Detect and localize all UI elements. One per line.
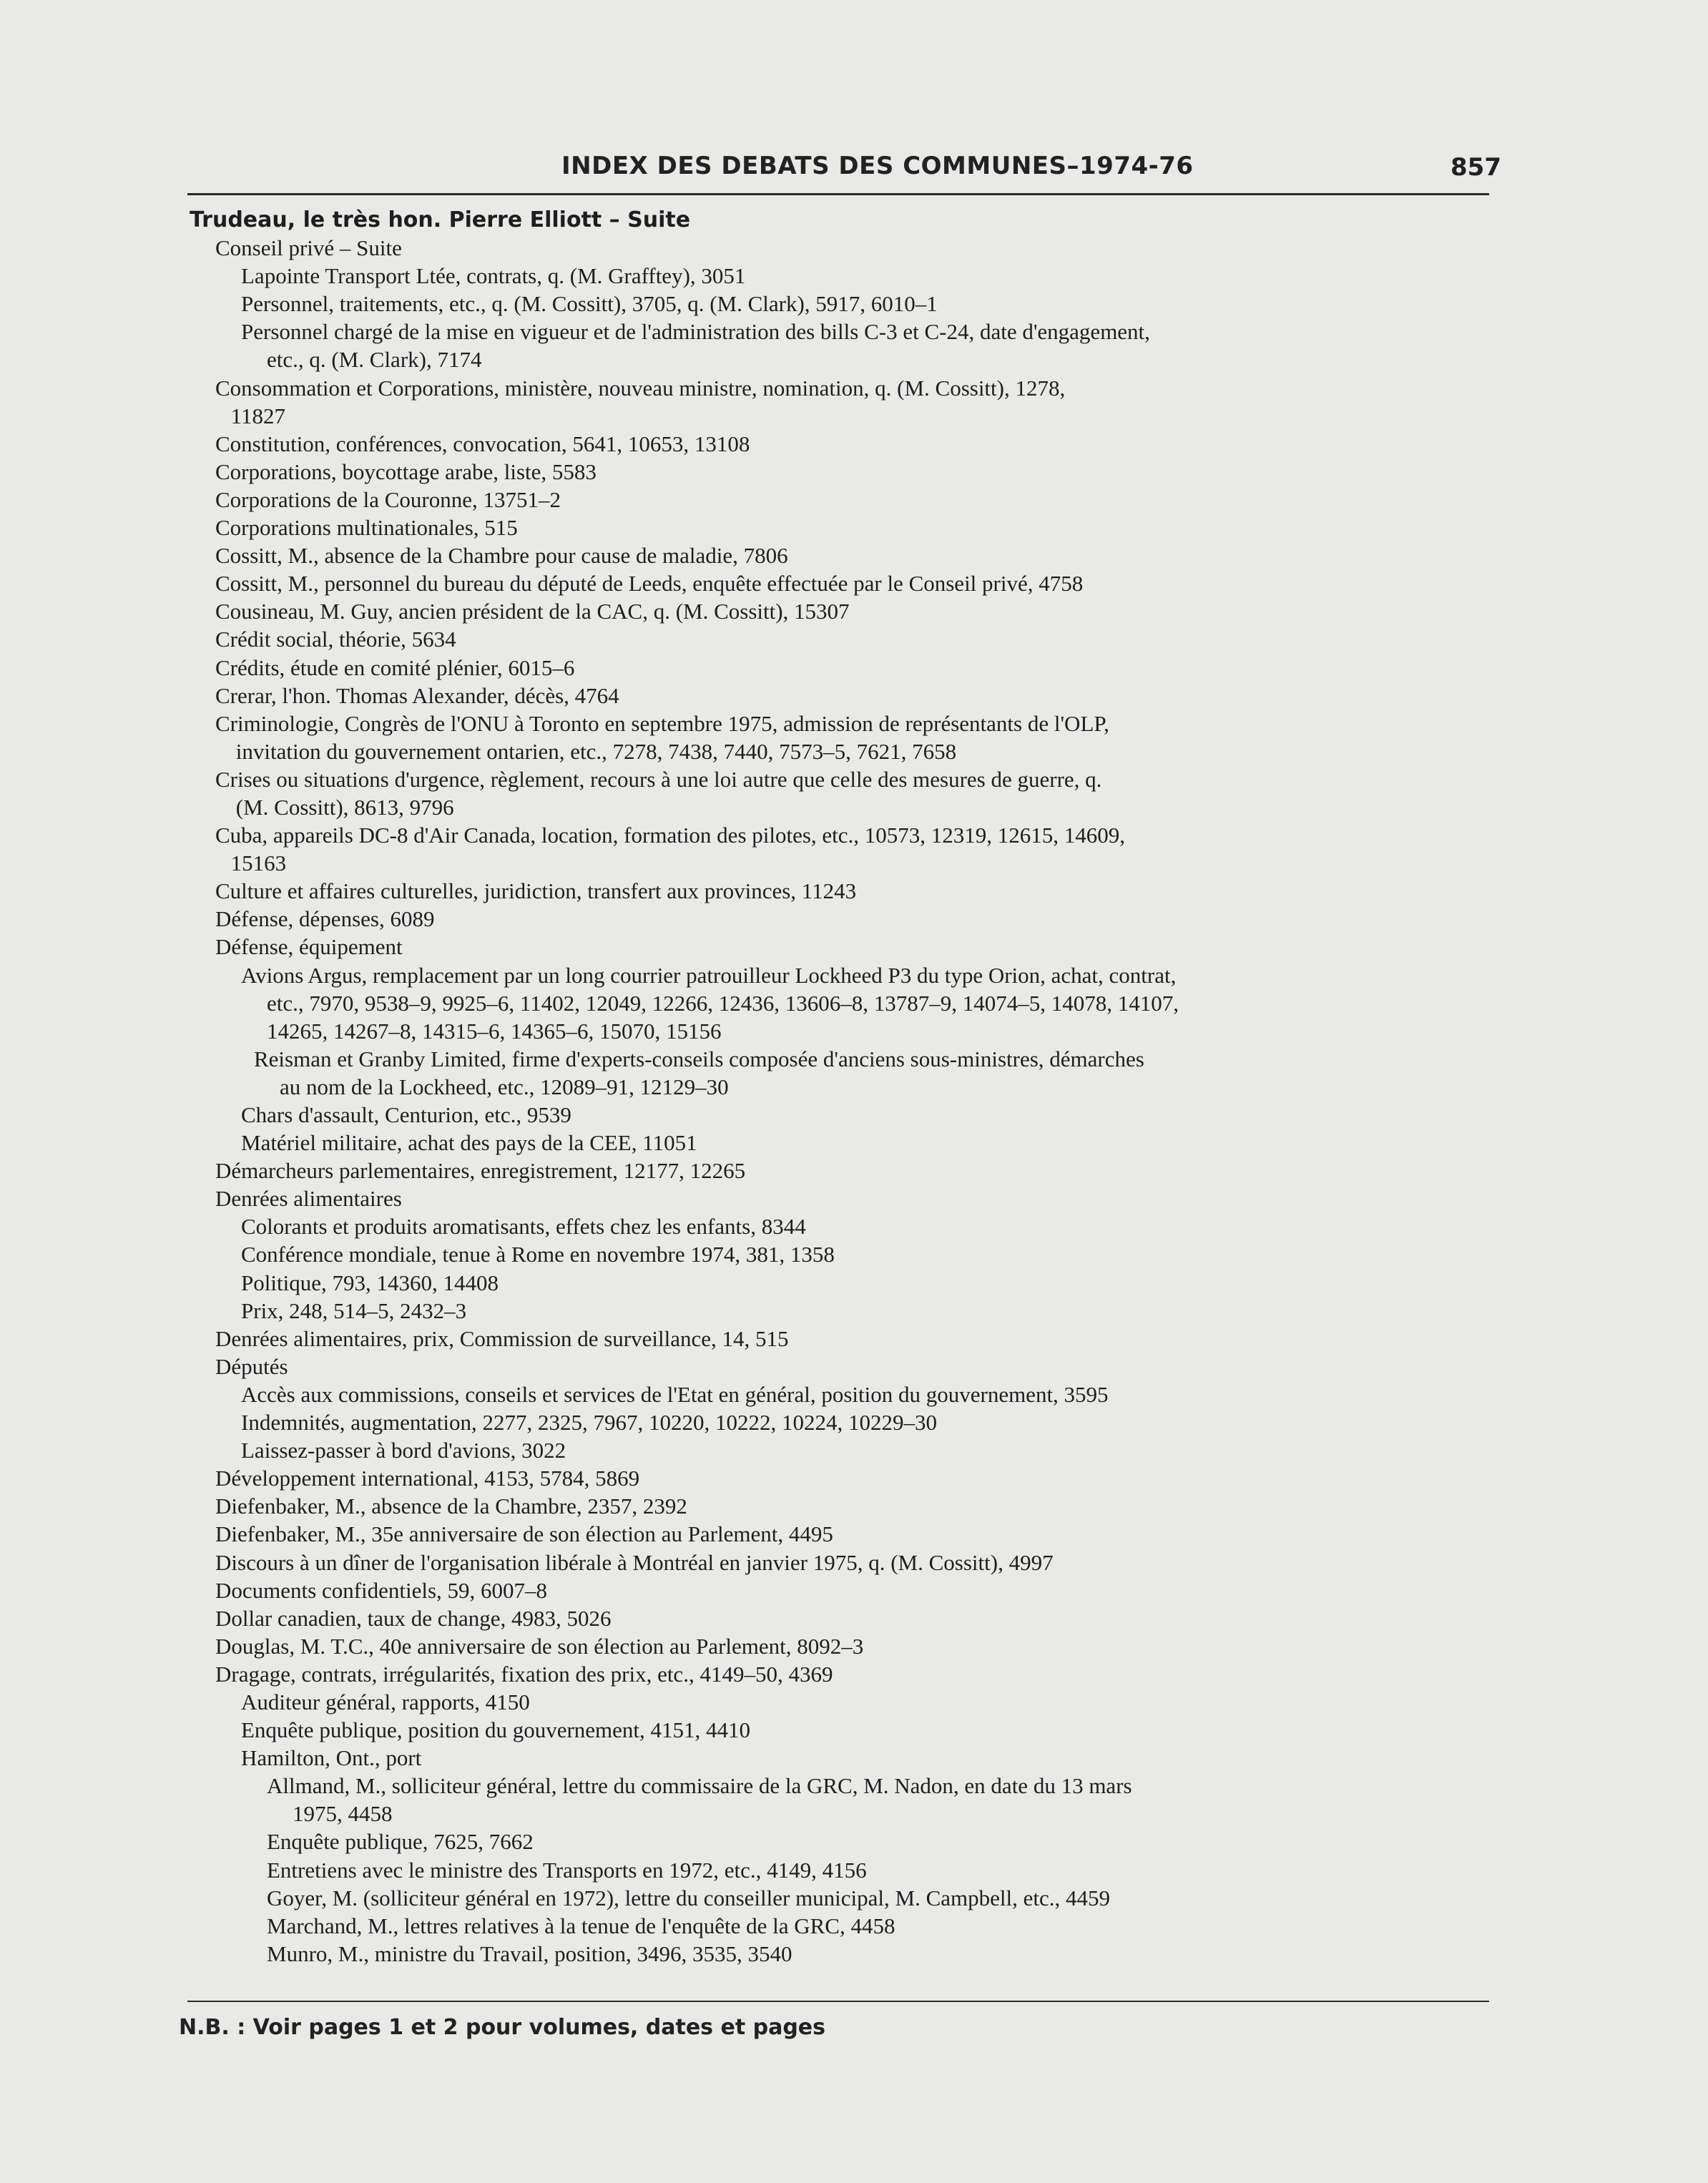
index-entry: Personnel chargé de la mise en vigueur et de l'administration des bills C-3 et C-24, date d'engagement,: [241, 319, 1150, 345]
index-entry: (M. Cossitt), 8613, 9796: [235, 794, 454, 820]
index-entry: Lapointe Transport Ltée, contrats, q. (M. Grafftey), 3051: [241, 263, 746, 289]
index-entry: Corporations multinationales, 515: [215, 515, 518, 541]
index-entry: Diefenbaker, M., absence de la Chambre, 2357, 2392: [215, 1493, 687, 1519]
index-entry: Dragage, contrats, irrégularités, fixation des prix, etc., 4149–50, 4369: [215, 1661, 833, 1687]
index-entry: Consommation et Corporations, ministère, nouveau ministre, nomination, q. (M. Cossitt), 1278,: [215, 375, 1066, 401]
index-entry: Culture et affaires culturelles, juridiction, transfert aux provinces, 11243: [215, 878, 857, 904]
index-entry: Matériel militaire, achat des pays de la CEE, 11051: [241, 1130, 697, 1156]
index-entry: Démarcheurs parlementaires, enregistrement, 12177, 12265: [215, 1158, 746, 1184]
index-entry: Reisman et Granby Limited, firme d'experts-conseils composée d'anciens sous-ministres, démarches: [254, 1046, 1144, 1071]
index-entry: Colorants et produits aromatisants, effets chez les enfants, 8344: [241, 1214, 806, 1240]
index-entry: Hamilton, Ont., port: [241, 1745, 422, 1771]
index-entry: Crédit social, théorie, 5634: [215, 627, 456, 652]
index-entry: Conférence mondiale, tenue à Rome en novembre 1974, 381, 1358: [241, 1242, 835, 1267]
index-entry: Crises ou situations d'urgence, règlement, recours à une loi autre que celle des mesures de guerre, q.: [215, 766, 1102, 792]
index-entry: Allmand, M., solliciteur général, lettre du commissaire de la GRC, M. Nadon, en date du 13 mars: [267, 1773, 1132, 1799]
index-entry: Chars d'assault, Centurion, etc., 9539: [241, 1102, 571, 1127]
index-entry: Enquête publique, position du gouvernement, 4151, 4410: [241, 1717, 751, 1743]
index-entry: Marchand, M., lettres relatives à la tenue de l'enquête de la GRC, 4458: [267, 1913, 895, 1938]
index-entry: etc., 7970, 9538–9, 9925–6, 11402, 12049, 12266, 12436, 13606–8, 13787–9, 14074–5, 14078, 14107,: [267, 990, 1179, 1016]
index-entry: Dollar canadien, taux de change, 4983, 5026: [215, 1605, 612, 1631]
index-entry: etc., q. (M. Clark), 7174: [267, 347, 482, 373]
index-entry: Corporations de la Couronne, 13751–2: [215, 486, 561, 512]
index-entry: Diefenbaker, M., 35e anniversaire de son élection au Parlement, 4495: [215, 1521, 833, 1547]
index-entry: Douglas, M. T.C., 40e anniversaire de son élection au Parlement, 8092–3: [215, 1633, 864, 1659]
index-entry: Entretiens avec le ministre des Transports en 1972, etc., 4149, 4156: [267, 1857, 867, 1883]
index-entry: Développement international, 4153, 5784, 5869: [215, 1466, 640, 1491]
index-entry: 15163: [230, 850, 287, 876]
index-entry: Prix, 248, 514–5, 2432–3: [241, 1297, 467, 1323]
index-entry: Documents confidentiels, 59, 6007–8: [215, 1577, 548, 1603]
index-entry: au nom de la Lockheed, etc., 12089–91, 12129–30: [280, 1074, 729, 1099]
index-entry: 14265, 14267–8, 14315–6, 14365–6, 15070, 15156: [267, 1018, 722, 1044]
index-entry: Accès aux commissions, conseils et services de l'Etat en général, position du gouvernement, 3595: [241, 1381, 1109, 1407]
index-entry: Défense, dépenses, 6089: [215, 906, 435, 932]
index-entry: Goyer, M. (solliciteur général en 1972), lettre du conseiller municipal, M. Campbell, etc., 4459: [267, 1885, 1111, 1910]
index-entry: Denrées alimentaires, prix, Commission de surveillance, 14, 515: [215, 1325, 789, 1351]
index-entry: Corporations, boycottage arabe, liste, 5583: [215, 458, 597, 484]
index-entry: Crerar, l'hon. Thomas Alexander, décès, 4764: [215, 682, 619, 708]
header-rule: [187, 193, 1489, 195]
index-entry: invitation du gouvernement ontarien, etc., 7278, 7438, 7440, 7573–5, 7621, 7658: [235, 738, 957, 764]
index-entry: Cousineau, M. Guy, ancien président de la CAC, q. (M. Cossitt), 15307: [215, 599, 850, 624]
index-entry: Cossitt, M., personnel du bureau du député de Leeds, enquête effectuée par le Conseil privé, 4758: [215, 571, 1084, 597]
index-entry: Laissez-passer à bord d'avions, 3022: [241, 1438, 566, 1463]
index-heading: Trudeau, le très hon. Pierre Elliott – Suite: [190, 207, 691, 232]
index-entry: Denrées alimentaires: [215, 1186, 402, 1212]
index-entry: Discours à un dîner de l'organisation libérale à Montréal en janvier 1975, q. (M. Cossitt), 4997: [215, 1549, 1054, 1575]
index-entry: Avions Argus, remplacement par un long courrier patrouilleur Lockheed P3 du type Orion, achat, contrat,: [241, 962, 1177, 988]
page-number: 857: [1451, 153, 1501, 182]
index-entry: 11827: [230, 403, 285, 428]
index-entries: [190, 206, 1498, 1968]
index-entry: Auditeur général, rapports, 4150: [241, 1689, 530, 1714]
index-entry: Conseil privé – Suite: [215, 235, 402, 261]
page-header-title: INDEX DES DEBATS DES COMMUNES–1974-76: [561, 152, 1194, 180]
index-entry: 1975, 4458: [293, 1801, 393, 1827]
index-entry: Politique, 793, 14360, 14408: [241, 1270, 499, 1295]
footer-rule: [187, 2001, 1489, 2002]
index-entry: Cossitt, M., absence de la Chambre pour cause de maladie, 7806: [215, 543, 788, 569]
index-entry: Défense, équipement: [215, 934, 403, 960]
index-entry: Criminologie, Congrès de l'ONU à Toronto en septembre 1975, admission de représentants de l'OLP,: [215, 710, 1109, 736]
index-entry: Constitution, conférences, convocation, 5641, 10653, 13108: [215, 431, 750, 456]
index-entry: Munro, M., ministre du Travail, position, 3496, 3535, 3540: [267, 1941, 792, 1966]
index-entry: Crédits, étude en comité plénier, 6015–6: [215, 654, 575, 680]
index-entry: Députés: [215, 1353, 288, 1379]
index-entry: Indemnités, augmentation, 2277, 2325, 7967, 10220, 10222, 10224, 10229–30: [241, 1410, 937, 1436]
index-entry: Cuba, appareils DC-8 d'Air Canada, location, formation des pilotes, etc., 10573, 12319, 12615, 14609,: [215, 823, 1126, 848]
footer-note: N.B. : Voir pages 1 et 2 pour volumes, dates et pages: [179, 2015, 825, 2040]
index-entry: Personnel, traitements, etc., q. (M. Cossitt), 3705, q. (M. Clark), 5917, 6010–1: [241, 291, 938, 317]
index-entry: Enquête publique, 7625, 7662: [267, 1829, 534, 1855]
